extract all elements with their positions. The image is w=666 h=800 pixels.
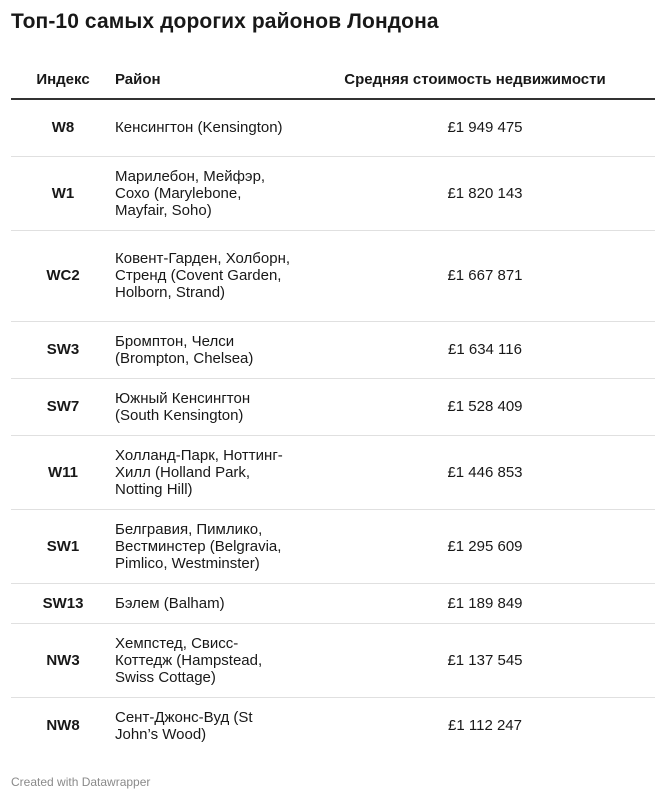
cell-district: Бромптон, Челси (Brompton, Chelsea) (115, 321, 295, 378)
cell-index: SW13 (11, 583, 115, 623)
cell-average-price: £1 112 247 (448, 717, 522, 735)
page-title: Топ-10 самых дорогих районов Лондона (11, 10, 439, 33)
cell-district: Хемпстед, Свисс-Коттедж (Hampstead, Swiss Cottage) (115, 623, 295, 697)
cell-district: Бэлем (Balham) (115, 583, 295, 623)
cell-average-price: £1 820 143 (295, 156, 655, 230)
table-row (11, 435, 655, 509)
cell-average-price: £1 295 609 (295, 509, 655, 583)
cell-index: SW7 (11, 378, 115, 435)
cell-average-price: £1 189 849 (295, 583, 655, 623)
cell-index: W11 (11, 435, 115, 509)
column-header-price: Средняя стоимость недвижимости (295, 60, 655, 99)
table-row (11, 623, 655, 697)
cell-district: Холланд-Парк, Ноттинг-Хилл (Holland Park, Notting Hill) (115, 435, 295, 509)
cell-average-price: £1 528 409 (295, 378, 655, 435)
cell-average-price: £1 137 545 (295, 623, 655, 697)
table-body (11, 99, 655, 754)
cell-district: Ковент-Гарден, Холборн, Стренд (Covent Garden, Holborn, Strand) (115, 230, 295, 321)
cell-average-price: £1 634 116 (295, 321, 655, 378)
table-row (11, 99, 655, 156)
cell-district: Кенсингтон (Kensington) (115, 99, 295, 156)
footer-credit: Created with Datawrapper (11, 775, 151, 789)
cell-average-price: £1 667 871 (295, 230, 655, 321)
cell-index: W8 (11, 99, 115, 156)
cell-district: Южный Кенсингтон (South Kensington) (115, 378, 295, 435)
cell-index: W1 (11, 156, 115, 230)
column-header-index: Индекс (11, 60, 115, 99)
cell-average-price: £1 949 475 (295, 99, 655, 156)
cell-average-price: £1 446 853 (295, 435, 655, 509)
data-table (11, 60, 655, 754)
column-header-district: Район (115, 60, 295, 99)
table-row (11, 509, 655, 583)
table-row (11, 321, 655, 378)
cell-index: WC2 (11, 230, 115, 321)
table-row (11, 378, 655, 435)
cell-index: SW1 (11, 509, 115, 583)
table-header-row (11, 60, 655, 99)
table-row (11, 230, 655, 321)
cell-index: NW3 (11, 623, 115, 697)
cell-index: NW8 (46, 717, 80, 735)
cell-index: SW3 (11, 321, 115, 378)
cell-district: Сент-Джонс-Вуд (St John’s Wood) (115, 708, 253, 743)
cell-district: Марилебон, Мейфэр, Сохо (Marylebone, Mayfair, Soho) (115, 156, 295, 230)
table-row (11, 156, 655, 230)
table-row (11, 697, 655, 754)
cell-district: Белгравия, Пимлико, Вестминстер (Belgravia, Pimlico, Westminster) (115, 509, 295, 583)
table-row (11, 583, 655, 623)
